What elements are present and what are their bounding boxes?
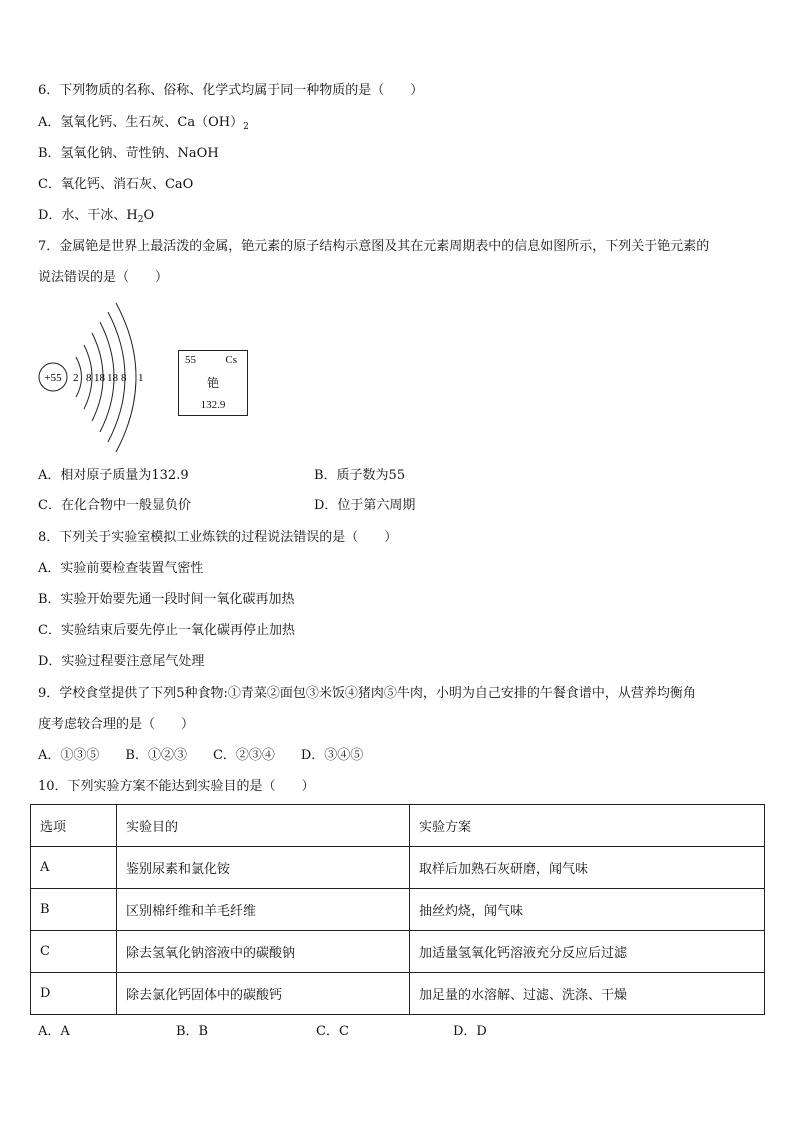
atomic-number: 55 [185, 354, 196, 366]
shell-count-6: 1 [138, 372, 144, 384]
q7-option-c: C．在化合物中一般显负价 [38, 498, 191, 513]
table-row [31, 847, 765, 889]
q7-option-a: A．相对原子质量为132.9 [38, 468, 189, 483]
table-row [31, 889, 765, 931]
header-scheme: 实验方案 [410, 805, 765, 847]
q10-option-c: C．C [316, 1024, 349, 1039]
element-name: 铯 [206, 376, 219, 390]
q10-option-d: D．D [453, 1024, 487, 1039]
q6-option-d-text: D．水、干冰、H [38, 208, 138, 223]
row-d-scheme: 加足量的水溶解、过滤、洗涤、干燥 [410, 973, 765, 1015]
q6-option-a [38, 115, 249, 135]
q8-option-b: B．实验开始要先通一段时间一氧化碳再加热 [38, 592, 295, 607]
row-b-option: B [31, 889, 117, 931]
q7-option-b: B．质子数为55 [314, 468, 406, 483]
q10-table [30, 804, 765, 1015]
q6-option-a-subscript: 2 [243, 122, 249, 132]
q10-option-a: A．A [38, 1024, 70, 1039]
q6-option-d-tail: O [143, 208, 155, 223]
q6-option-b: B．氢氧化钠、苛性钠、NaOH [38, 146, 219, 161]
q8-option-c: C．实验结束后要先停止一氧化碳再停止加热 [38, 623, 295, 638]
q8-option-a: A．实验前要检查装置气密性 [38, 561, 204, 576]
shell-count-1: 2 [73, 372, 79, 384]
q6-option-c: C．氧化钙、消石灰、CaO [38, 177, 194, 192]
row-c-scheme: 加适量氢氧化钙溶液充分反应后过滤 [410, 931, 765, 973]
row-d-option: D [31, 973, 117, 1015]
q6-stem: 6．下列物质的名称、俗称、化学式均属于同一种物质的是（ ） [38, 83, 424, 98]
header-purpose: 实验目的 [117, 805, 410, 847]
nucleus-charge: +55 [44, 372, 62, 384]
q10-stem: 10．下列实验方案不能达到实验目的是（ ） [38, 779, 315, 794]
q6-option-a-text: A．氢氧化钙、生石灰、Ca（OH） [38, 115, 244, 130]
table-row [31, 973, 765, 1015]
row-d-purpose: 除去氯化钙固体中的碳酸钙 [117, 973, 410, 1015]
q9-stem-line1: 9．学校食堂提供了下列5种食物:①青菜②面包③米饭④猪肉⑤牛肉，小明为自己安排的午餐食谱中，从营养均衡角 [38, 686, 696, 701]
shell-count-2: 8 [86, 372, 92, 384]
q6-option-d-subscript: 2 [137, 215, 144, 225]
row-a-purpose: 鉴别尿素和氯化铵 [117, 847, 410, 889]
q9-stem-line2: 度考虑较合理的是（ ） [38, 717, 195, 732]
row-c-purpose: 除去氢氧化钠溶液中的碳酸钠 [117, 931, 410, 973]
q7-option-d: D．位于第六周期 [314, 498, 416, 513]
header-option: 选项 [31, 805, 117, 847]
row-a-option: A [31, 847, 117, 889]
electron-shell-arcs [76, 303, 136, 452]
electron-counts [73, 372, 144, 384]
atomic-mass: 132.9 [200, 399, 226, 411]
row-b-purpose: 区别棉纤维和羊毛纤维 [117, 889, 410, 931]
shell-count-4: 18 [107, 372, 118, 384]
q8-option-d: D．实验过程要注意尾气处理 [38, 654, 205, 669]
row-b-scheme: 抽丝灼烧，闻气味 [410, 889, 765, 931]
q9-options: A．①③⑤ B．①②③ C．②③④ D．③④⑤ [38, 748, 364, 763]
q10-option-b: B．B [176, 1024, 209, 1039]
table-row [31, 931, 765, 973]
row-c-option: C [31, 931, 117, 973]
table-header-row [31, 805, 765, 847]
q7-stem-line2: 说法错误的是（ ） [38, 270, 169, 285]
row-a-scheme: 取样后加熟石灰研磨，闻气味 [410, 847, 765, 889]
element-symbol: Cs [225, 354, 237, 366]
atom-structure-diagram [36, 300, 166, 460]
q7-stem-line1: 7．金属铯是世界上最活泼的金属，铯元素的原子结构示意图及其在元素周期表中的信息如图所示，下列关于铯元素的 [38, 239, 710, 254]
shell-count-3: 18 [94, 372, 105, 384]
shell-count-5: 8 [121, 372, 127, 384]
q6-option-d [38, 208, 154, 228]
periodic-table-cell [178, 350, 248, 416]
q8-stem: 8．下列关于实验室模拟工业炼铁的过程说法错误的是（ ） [38, 530, 398, 545]
